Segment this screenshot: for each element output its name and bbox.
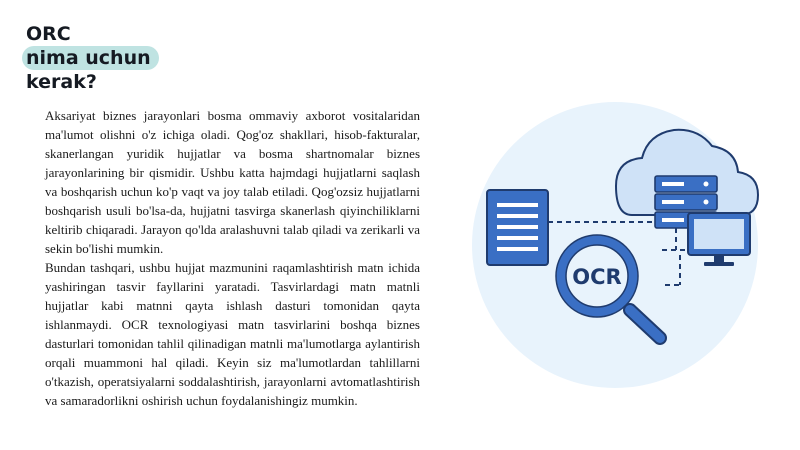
title-line-1: ORC [26, 23, 71, 45]
paragraph-2: Bundan tashqari, ushbu hujjat mazmunini raqamlashtirish matn ichida yashiringan tasvir fayllarini yaratadi. Tasvirlardagi matn matnli hujjatlar kabi matnni qayta ishlash dasturi tomonidan qayta ishlanmaydi. OCR texnologiyasi matn tasvirlarini boshqa biznes dasturlari tomonidan tahlil qilinadigan matnli ma'lumotlarga aylantirish orqali muammoni hal qiladi. Keyin siz ma'lumotlardan tahlillarni o'tkazish, operatsiyalarni soddalashtirish, jarayonlarni avtomatlashtirish va samaradorlikni oshirish uchun foydalanishingiz mumkin. [45, 260, 420, 408]
ocr-lens-text: OCR [572, 265, 622, 289]
title-line-2-highlighted: nima uchun [22, 46, 159, 70]
title-line-3: kerak? [26, 71, 97, 93]
paragraph-1: Aksariyat biznes jarayonlari bosma ommaviy axborot vositalaridan ma'lumot olishni o'z ichiga oladi. Qog'oz shakllari, hisob-fakturalar, skanerlangan yuridik hujjatlar va bosma shartnomalar biznes jarayonlarining bir qismidir. Ushbu katta hajmdagi hujjatlarni saqlash va boshqarish uchun ko'p vaqt va joy talab etiladi. Qog'ozsiz hujjatlarni boshqarish usuli bo'lsa-da, hujjatni tasvirga skanerlash qiyinchiliklarni keltirib chiqaradi. Jarayon qo'lda aralashuvni talab qiladi va zerikarli va sekin bo'lishi mumkin. [45, 108, 420, 256]
document-icon [487, 190, 548, 265]
